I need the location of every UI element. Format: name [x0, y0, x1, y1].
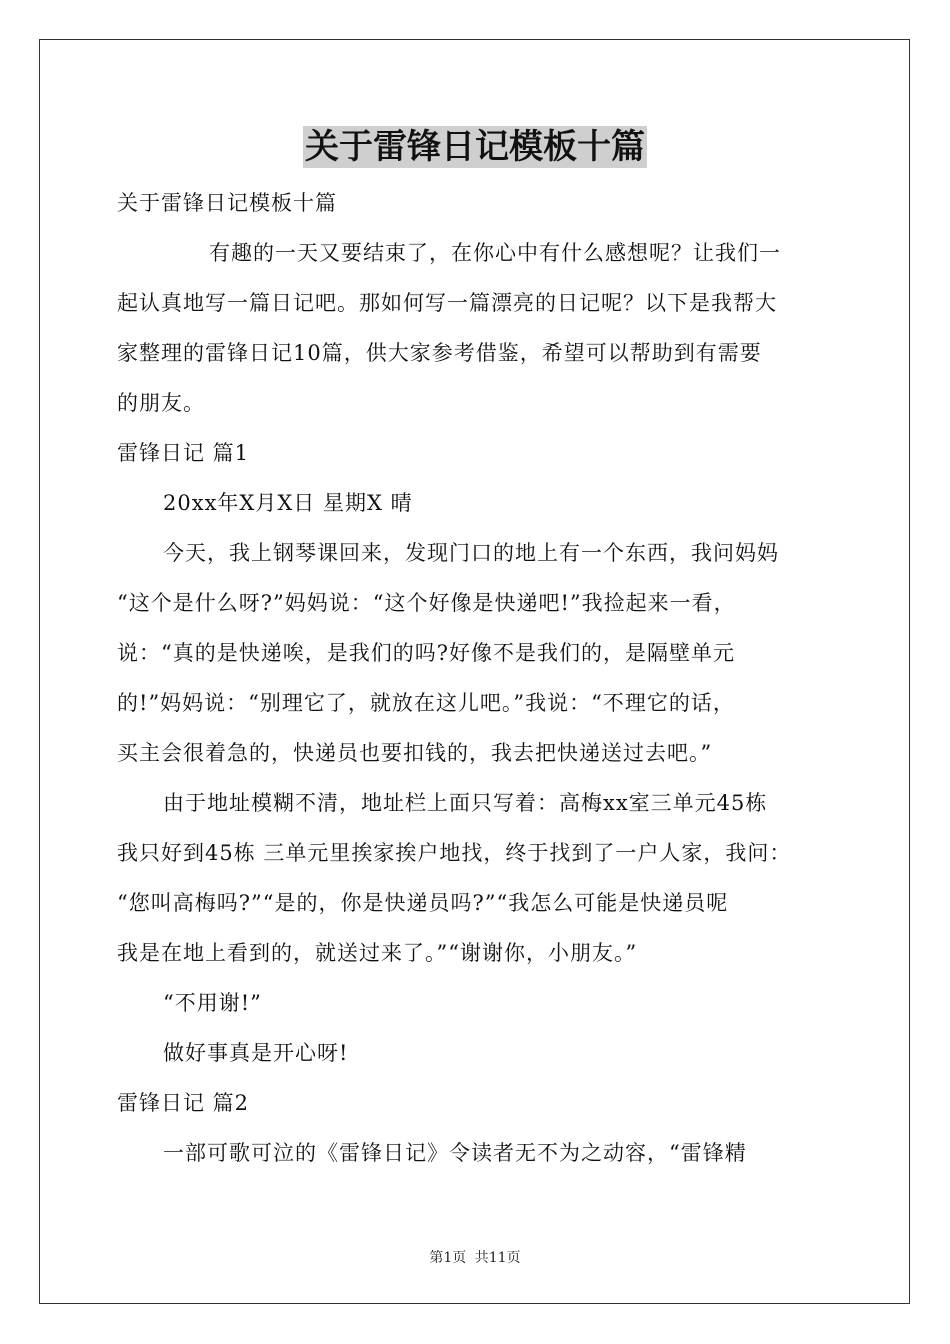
subtitle-line: 关于雷锋日记模板十篇: [117, 191, 337, 215]
paragraph-line: 今天，我上钢琴课回来，发现门口的地上有一个东西，我问妈妈: [163, 541, 779, 565]
paragraph-line: 一部可歌可泣的《雷锋日记》令读者无不为之动容，“雷锋精: [163, 1141, 747, 1165]
paragraph-line: 我是在地上看到的，就送过来了。”“谢谢你，小朋友。”: [117, 941, 638, 965]
document-title: 关于雷锋日记模板十篇: [305, 127, 645, 167]
paragraph-line: “您叫高梅吗?”“是的，你是快递员吗?”“我怎么可能是快递员呢: [117, 891, 729, 915]
section-heading: 雷锋日记 篇2: [117, 1091, 250, 1115]
page-total: 共11页: [474, 1250, 521, 1266]
paragraph-line: “不用谢!”: [163, 991, 262, 1015]
paragraph-line: 由于地址模糊不清，地址栏上面只写着：高梅xx室三单元45栋: [163, 791, 768, 815]
paragraph-line: 起认真地写一篇日记吧。那如何写一篇漂亮的日记呢？以下是我帮大: [117, 291, 777, 315]
paragraph-line: 的朋友。: [117, 391, 205, 415]
title-wrap: [0, 126, 950, 168]
paragraph-line: 做好事真是开心呀!: [163, 1041, 349, 1065]
paragraph-line: 有趣的一天又要结束了，在你心中有什么感想呢？让我们一: [209, 241, 781, 265]
paragraph-line: 买主会很着急的，快递员也要扣钱的，我去把快递送过去吧。”: [117, 741, 713, 765]
document-body: [117, 178, 852, 1178]
page-footer: [0, 1247, 950, 1267]
paragraph-line: “这个是什么呀?”妈妈说：“这个好像是快递吧!”我捡起来一看，: [117, 591, 736, 615]
paragraph-line: 说：“真的是快递唉，是我们的吗?好像不是我们的，是隔壁单元: [117, 641, 735, 665]
date-line: 20xx年X月X日 星期X 晴: [163, 491, 413, 515]
paragraph-line: 的!”妈妈说：“别理它了，就放在这儿吧。”我说：“不理它的话，: [117, 691, 735, 715]
paragraph-line: 家整理的雷锋日记10篇，供大家参考借鉴，希望可以帮助到有需要: [117, 341, 762, 365]
paragraph-line: 我只好到45栋 三单元里挨家挨户地找，终于找到了一户人家，我问：: [117, 841, 792, 865]
section-heading: 雷锋日记 篇1: [117, 441, 250, 465]
page-number: 第1页: [429, 1250, 467, 1266]
